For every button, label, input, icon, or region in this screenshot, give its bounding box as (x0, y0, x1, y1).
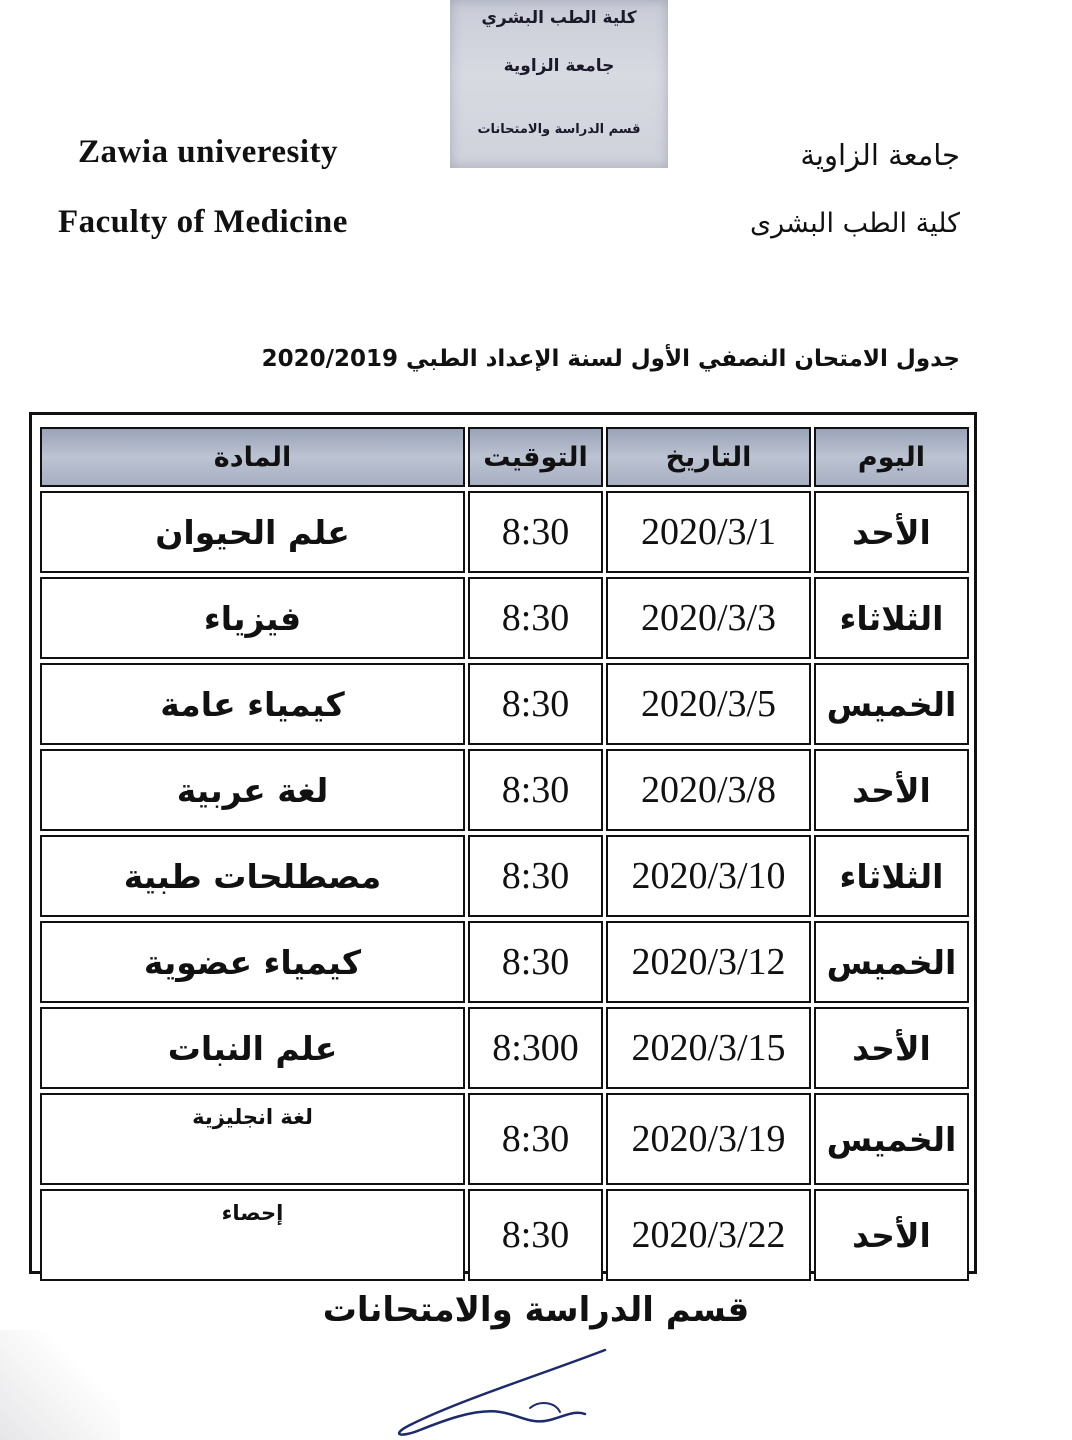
time-cell: 8:30 (468, 577, 603, 659)
day-cell: الأحد (814, 749, 969, 831)
department-footer: قسم الدراسة والامتحانات (322, 1290, 750, 1330)
date-cell: 2020/3/10 (606, 835, 811, 917)
table-row (40, 1189, 969, 1281)
date-cell: 2020/3/12 (606, 921, 811, 1003)
subject-cell: إحصاء (40, 1189, 465, 1281)
table-row (40, 577, 969, 659)
table-header-row (40, 427, 969, 487)
arabic-university-name: جامعة الزاوية (800, 138, 960, 172)
time-cell: 8:30 (468, 1093, 603, 1185)
table-row (40, 1093, 969, 1185)
day-cell: الخميس (814, 921, 969, 1003)
table-row (40, 491, 969, 573)
date-cell: 2020/3/3 (606, 577, 811, 659)
table-row (40, 1007, 969, 1089)
subject-cell: فيزياء (40, 577, 465, 659)
day-cell: الثلاثاء (814, 577, 969, 659)
subject-cell: لغة انجليزية (40, 1093, 465, 1185)
table-row (40, 921, 969, 1003)
stamp-faculty-text: كلية الطب البشري (481, 8, 637, 28)
day-cell: الخميس (814, 1093, 969, 1185)
day-cell: الأحد (814, 1007, 969, 1089)
date-cell: 2020/3/1 (606, 491, 811, 573)
date-cell: 2020/3/15 (606, 1007, 811, 1089)
faculty-stamp (450, 0, 668, 168)
time-cell: 8:30 (468, 1189, 603, 1281)
time-cell: 8:30 (468, 921, 603, 1003)
subject-cell: علم النبات (40, 1007, 465, 1089)
header-subject: المادة (40, 427, 465, 487)
date-cell: 2020/3/22 (606, 1189, 811, 1281)
table-row (40, 835, 969, 917)
schedule-table-frame (29, 412, 977, 1274)
time-cell: 8:30 (468, 663, 603, 745)
time-cell: 8:30 (468, 749, 603, 831)
subject-cell: كيمياء عامة (40, 663, 465, 745)
arabic-faculty-name: كلية الطب البشرى (750, 208, 960, 239)
day-cell: الثلاثاء (814, 835, 969, 917)
stamp-department-text: قسم الدراسة والامتحانات (477, 122, 641, 137)
signature-icon (380, 1330, 640, 1440)
table-row (40, 663, 969, 745)
page-corner-shadow (0, 1330, 120, 1440)
time-cell: 8:30 (468, 491, 603, 573)
date-cell: 2020/3/19 (606, 1093, 811, 1185)
english-university-name: Zawia univeresity (78, 134, 338, 170)
subject-cell: مصطلحات طبية (40, 835, 465, 917)
table-row (40, 749, 969, 831)
day-cell: الخميس (814, 663, 969, 745)
day-cell: الأحد (814, 1189, 969, 1281)
header-day: اليوم (814, 427, 969, 487)
schedule-title: جدول الامتحان النصفي الأول لسنة الإعداد الطبي 2020/2019 (261, 346, 960, 372)
date-cell: 2020/3/8 (606, 749, 811, 831)
date-cell: 2020/3/5 (606, 663, 811, 745)
day-cell: الأحد (814, 491, 969, 573)
subject-cell: علم الحيوان (40, 491, 465, 573)
subject-cell: كيمياء عضوية (40, 921, 465, 1003)
header-date: التاريخ (606, 427, 811, 487)
time-cell: 8:30 (468, 835, 603, 917)
exam-schedule-table (37, 423, 972, 1285)
header-time: التوقيت (468, 427, 603, 487)
stamp-university-text: جامعة الزاوية (503, 56, 615, 76)
subject-cell: لغة عربية (40, 749, 465, 831)
english-faculty-name: Faculty of Medicine (58, 204, 348, 240)
time-cell: 8:300 (468, 1007, 603, 1089)
